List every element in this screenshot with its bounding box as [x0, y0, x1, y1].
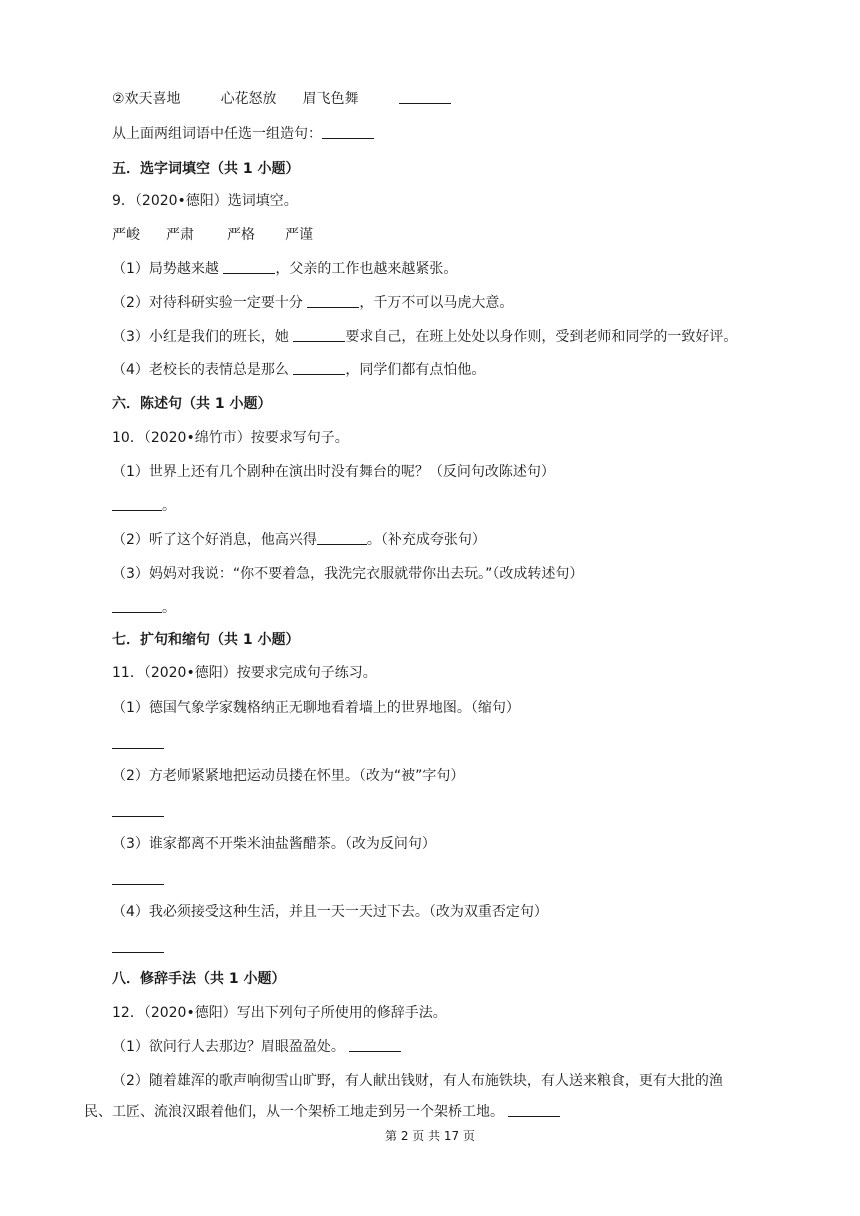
period: 。 [162, 600, 176, 616]
answer-blank[interactable] [293, 327, 345, 342]
answer-blank[interactable] [307, 293, 359, 308]
question-10-3: （3）妈妈对我说：“你不要着急，我洗完衣服就带你出去玩。”（改成转述句） [112, 566, 584, 582]
question-10-2 [112, 530, 860, 550]
answer-blank[interactable] [399, 89, 451, 104]
question-12-1 [112, 1037, 860, 1057]
sentence-part: ，千万不可以马虎大意。 [359, 295, 514, 311]
choice-4: 严谨 [285, 227, 313, 243]
question-9-2 [112, 293, 860, 313]
line-make-sentence [112, 124, 860, 144]
word-3: 眉飞色舞 [302, 91, 359, 107]
question-9-3 [112, 327, 860, 347]
section-heading-8: 八．修辞手法（共 1 小题） [112, 971, 286, 987]
answer-blank[interactable] [349, 1037, 401, 1052]
word-1: ②欢天喜地 [112, 91, 181, 107]
answer-blank[interactable] [322, 124, 374, 139]
choice-1: 严峻 [112, 227, 140, 243]
sentence-part: 。（补充成夸张句） [366, 532, 486, 548]
answer-blank[interactable] [317, 530, 367, 545]
total-pages: 17 [443, 1129, 460, 1143]
question-9-title: 9．（2020•德阳）选词填空。 [112, 193, 298, 209]
answer-blank[interactable] [508, 1102, 560, 1117]
instruction-text: 从上面两组词语中任选一组造句： [112, 126, 322, 142]
sentence-part: ，同学们都有点怕他。 [345, 362, 486, 378]
question-9-1 [112, 259, 860, 279]
sentence-part: （2）对待科研实验一定要十分 [112, 295, 308, 311]
sentence-part: （4）老校长的表情总是那么 [112, 362, 294, 378]
answer-line-11-4 [112, 938, 860, 958]
section-heading-7: 七．扩句和缩句（共 1 小题） [112, 632, 300, 648]
period: 。 [162, 498, 176, 514]
footer-text: 页 [459, 1129, 476, 1143]
question-10-1: （1）世界上还有几个剧种在演出时没有舞台的呢？（反问句改陈述句） [112, 464, 555, 480]
answer-blank[interactable] [223, 259, 275, 274]
sentence-part: （2）听了这个好消息，他高兴得 [112, 532, 317, 548]
question-12-title: 12．（2020•德阳）写出下列句子所使用的修辞手法。 [112, 1005, 447, 1021]
sentence-part: （3）小红是我们的班长，她 [112, 329, 294, 345]
answer-line-10-3 [112, 598, 860, 618]
answer-blank[interactable] [293, 360, 345, 375]
answer-blank[interactable] [112, 802, 164, 817]
question-10-title: 10．（2020•绵竹市）按要求写句子。 [112, 430, 349, 446]
sentence-part: 要求自己，在班上处处以身作则，受到老师和同学的一致好评。 [345, 329, 738, 345]
page-footer [0, 1127, 860, 1145]
answer-blank[interactable] [112, 938, 164, 953]
word-choices [112, 225, 860, 245]
sentence-part: （1）局势越来越 [112, 261, 224, 277]
question-11-1: （1）德国气象学家魏格纳正无聊地看着墙上的世界地图。（缩句） [112, 700, 520, 716]
answer-line-11-3 [112, 870, 860, 890]
question-11-2: （2）方老师紧紧地把运动员搂在怀里。（改为“被”字句） [112, 768, 465, 784]
question-9-4 [112, 360, 860, 380]
answer-blank[interactable] [112, 734, 164, 749]
section-heading-5: 五．选字词填空（共 1 小题） [112, 161, 300, 177]
question-11-title: 11．（2020•德阳）按要求完成句子练习。 [112, 665, 377, 681]
answer-blank[interactable] [112, 870, 164, 885]
page-number: 2 [400, 1129, 409, 1143]
choice-3: 严格 [227, 227, 255, 243]
word-2: 心花怒放 [220, 91, 277, 107]
sentence-part: （1）欲问行人去那边？眉眼盈盈处。 [112, 1039, 350, 1055]
section-heading-6: 六．陈述句（共 1 小题） [112, 396, 272, 412]
question-12-2: （2）随着雄浑的歌声响彻雪山旷野，有人献出钱财，有人布施铁块，有人送来粮食，更有大批的渔 [112, 1073, 723, 1089]
answer-line-11-1 [112, 734, 860, 754]
sentence-part: 民、工匠、流浪汉跟着他们，从一个架桥工地走到另一个架桥工地。 [84, 1104, 509, 1120]
answer-blank[interactable] [112, 598, 162, 613]
question-12-2-cont [84, 1102, 860, 1122]
line-word-group-2 [112, 89, 860, 109]
choice-2: 严肃 [166, 227, 194, 243]
answer-line-10-1 [112, 496, 860, 516]
question-11-4: （4）我必须接受这种生活，并且一天一天过下去。（改为双重否定句） [112, 904, 548, 920]
answer-blank[interactable] [112, 496, 162, 511]
footer-text: 第 [384, 1129, 401, 1143]
footer-text: 页 共 [408, 1129, 444, 1143]
answer-line-11-2 [112, 802, 860, 822]
question-11-3: （3）谁家都离不开柴米油盐酱醋茶。（改为反问句） [112, 836, 436, 852]
sentence-part: ，父亲的工作也越来越紧张。 [275, 261, 458, 277]
